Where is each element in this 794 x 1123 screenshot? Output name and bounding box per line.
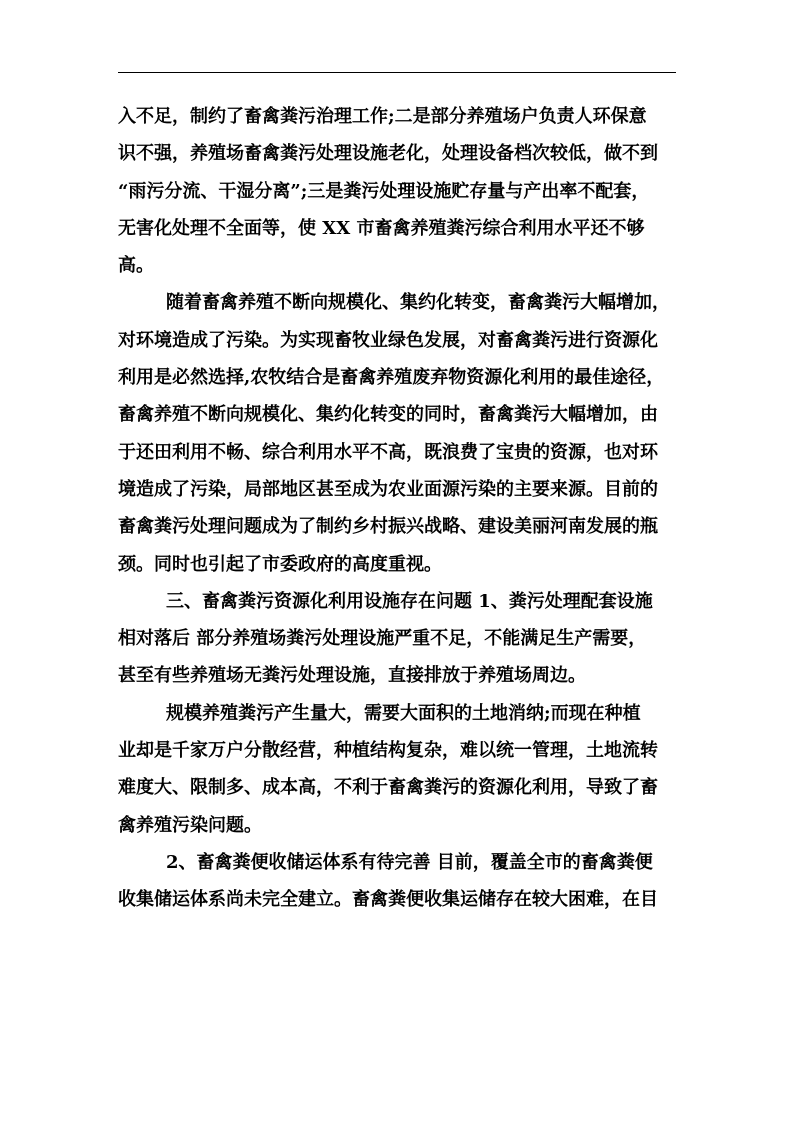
text-line: 畜禽养殖不断向规模化、集约化转变的同时，畜禽粪污大幅增加，由: [118, 404, 658, 426]
text-line: 禽养殖污染问题。: [118, 814, 262, 836]
text-line: 颈。同时也引起了市委政府的高度重视。: [118, 553, 442, 575]
subsection-heading-line: 2、畜禽粪便收储运体系有待完善 目前，覆盖全市的畜禽粪便: [166, 851, 653, 873]
text-line: 利用是必然选择,农牧结合是畜禽养殖废弃物资源化利用的最佳途径，: [118, 367, 665, 389]
document-body: [118, 98, 688, 919]
text-line: 业却是千家万户分散经营，种植结构复杂，难以统一管理，土地流转: [118, 740, 658, 762]
text-line: 于还田利用不畅、综合利用水平不高，既浪费了宝贵的资源，也对环: [118, 441, 658, 463]
text-line: 境造成了污染，局部地区甚至成为农业面源污染的主要来源。目前的: [118, 478, 658, 500]
text-line: 相对落后 部分养殖场粪污处理设施严重不足，不能满足生产需要，: [118, 628, 647, 650]
header-rule: [118, 72, 676, 73]
paragraph-start-line: 规模养殖粪污产生量大，需要大面积的土地消纳;而现在种植: [166, 702, 641, 724]
text-line: 高。: [118, 255, 154, 277]
text-line: “雨污分流、干湿分离”;三是粪污处理设施贮存量与产出率不配套，: [118, 180, 650, 202]
paragraph-start-line: 随着畜禽养殖不断向规模化、集约化转变，畜禽粪污大幅增加，: [166, 292, 670, 314]
text-line: 识不强，养殖场畜禽粪污处理设施老化，处理设备档次较低，做不到: [118, 143, 658, 165]
text-line: 入不足，制约了畜禽粪污治理工作;二是部分养殖场户负责人环保意: [118, 106, 647, 127]
section-heading-line: 三、畜禽粪污资源化利用设施存在问题 1、粪污处理配套设施: [166, 590, 653, 612]
text-line: 收集储运体系尚未完全建立。畜禽粪便收集运储存在较大困难，在目: [118, 889, 658, 911]
text-line: 甚至有些养殖场无粪污处理设施，直接排放于养殖场周边。: [118, 665, 586, 687]
text-line: 畜禽粪污处理问题成为了制约乡村振兴战略、建设美丽河南发展的瓶: [118, 516, 658, 538]
text-line: 对环境造成了污染。为实现畜牧业绿色发展，对畜禽粪污进行资源化: [118, 329, 658, 351]
text-line: 难度大、限制多、成本高，不利于畜禽粪污的资源化利用，导致了畜: [118, 777, 658, 799]
text-line: 无害化处理不全面等，使 XX 市畜禽养殖粪污综合利用水平还不够: [118, 217, 645, 239]
